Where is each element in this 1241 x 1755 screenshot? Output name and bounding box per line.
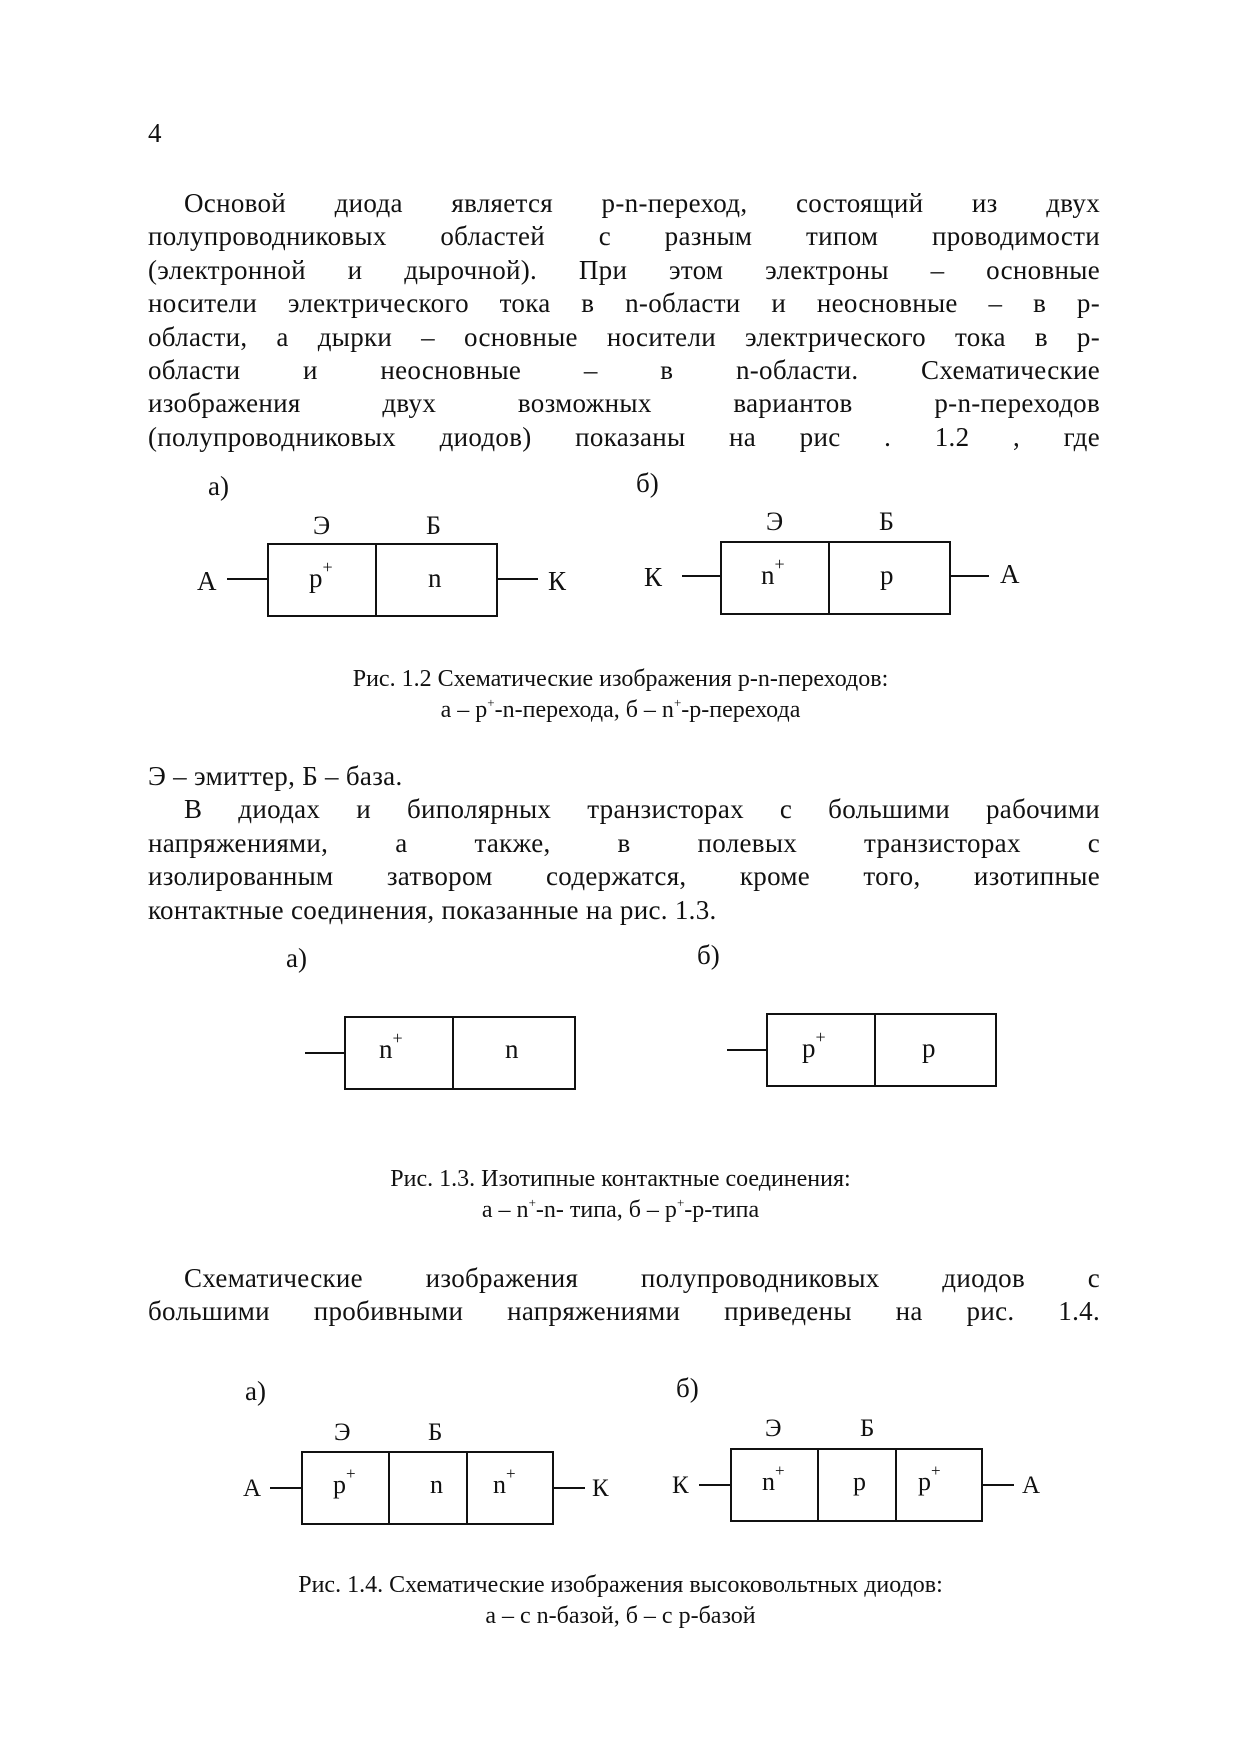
panel-label: а) (286, 943, 307, 973)
panel-label: а) (245, 1376, 266, 1406)
region-label: n+ (762, 1461, 785, 1496)
panel-label: б) (676, 1373, 699, 1403)
figure-1-3-caption (0, 1164, 1241, 1226)
caption-line: Рис. 1.3. Изотипные контактные соединения: (390, 1166, 851, 1192)
text-line: области и неосновные – в n-области. Схематические (148, 355, 1100, 386)
text-line: большими пробивными напряжениями приведены на рис. 1.4. (148, 1296, 1100, 1327)
text-line: изолированным затвором содержатся, кроме того, изотипные (148, 861, 1100, 892)
panel-label: б) (697, 940, 720, 970)
text-line: носители электрического тока в n-области и неосновные – в p- (148, 288, 1100, 319)
terminal-right: A (1022, 1472, 1041, 1499)
emitter-label: Э (765, 1415, 782, 1442)
diode-box (268, 544, 497, 616)
paragraph-2 (148, 760, 1100, 927)
figure-1-2-caption (0, 664, 1241, 726)
diagram-1-3-b (727, 1014, 996, 1086)
base-label: Б (428, 1419, 443, 1446)
panel-label: а) (208, 471, 229, 501)
region-label: p+ (333, 1464, 356, 1499)
region-label: p (853, 1467, 866, 1496)
text-line: области, а дырки – основные носители электрического тока в p- (148, 321, 1100, 352)
region-label: p (922, 1033, 936, 1063)
diagram-1-2-a (227, 544, 538, 616)
base-label: Б (426, 511, 441, 540)
terminal-left: К (672, 1472, 689, 1499)
emitter-label: Э (313, 511, 331, 540)
terminal-right: К (548, 566, 567, 596)
text-line: Основой диода является p-n-переход, состоящий из двух (184, 188, 1100, 218)
emitter-label: Э (766, 507, 784, 536)
region-label: n+ (379, 1028, 403, 1064)
diode-box (721, 542, 950, 614)
region-label: n (505, 1034, 519, 1064)
panel-label: б) (636, 468, 659, 498)
text-line: (полупроводниковых диодов) показаны на рис . 1.2 , где (148, 421, 1100, 452)
terminal-left: К (644, 562, 663, 592)
text-line: (электронной и дырочной). При этом электроны – основные (148, 254, 1100, 285)
page-number: 4 (148, 118, 162, 148)
region-label: n (428, 563, 442, 593)
text-line: В диодах и биполярных транзисторах с большими рабочими (184, 794, 1100, 825)
emitter-label: Э (334, 1419, 351, 1446)
text-line: Схематические изображения полупроводниковых диодов с (184, 1263, 1100, 1293)
terminal-left: A (243, 1475, 262, 1502)
region-label: p+ (918, 1461, 941, 1496)
region-label: p (880, 560, 894, 590)
diagram-1-2-b (682, 542, 989, 614)
figure-1-4-caption (0, 1570, 1241, 1632)
diagram-1-4-a (270, 1452, 585, 1524)
base-label: Б (879, 507, 894, 536)
region-label: n (430, 1470, 443, 1499)
region-label: n+ (493, 1464, 516, 1499)
paragraph-3 (148, 1262, 1100, 1329)
terminal-right: К (592, 1475, 609, 1502)
caption-line: Рис. 1.2 Схематические изображения p-n-переходов: (352, 666, 889, 692)
text-line: напряжениями, а также, в полевых транзисторах с (148, 827, 1100, 858)
caption-line: а – n+-n- типа, б – p+-p-типа (481, 1195, 760, 1223)
region-label: p+ (802, 1027, 826, 1063)
base-label: Б (860, 1415, 875, 1442)
text-line: Э – эмиттер, Б – база. (148, 761, 403, 791)
caption-line: а – с n-базой, б – с p-базой (485, 1603, 756, 1629)
region-label: n+ (761, 554, 785, 590)
caption-line: Рис. 1.4. Схематические изображения высоковольтных диодов: (298, 1572, 943, 1598)
caption-line: а – p+-n-перехода, б – n+-p-перехода (440, 695, 801, 723)
terminal-right: A (1000, 559, 1020, 589)
text-line: полупроводниковых областей с разным типом проводимости (148, 221, 1100, 252)
text-line: контактные соединения, показанные на рис. 1.3. (148, 894, 717, 925)
terminal-left: A (197, 566, 217, 596)
text-line: изображения двух возможных вариантов p-n-переходов (148, 388, 1100, 419)
region-label: p+ (309, 557, 333, 593)
diagram-1-3-a (305, 1017, 575, 1089)
